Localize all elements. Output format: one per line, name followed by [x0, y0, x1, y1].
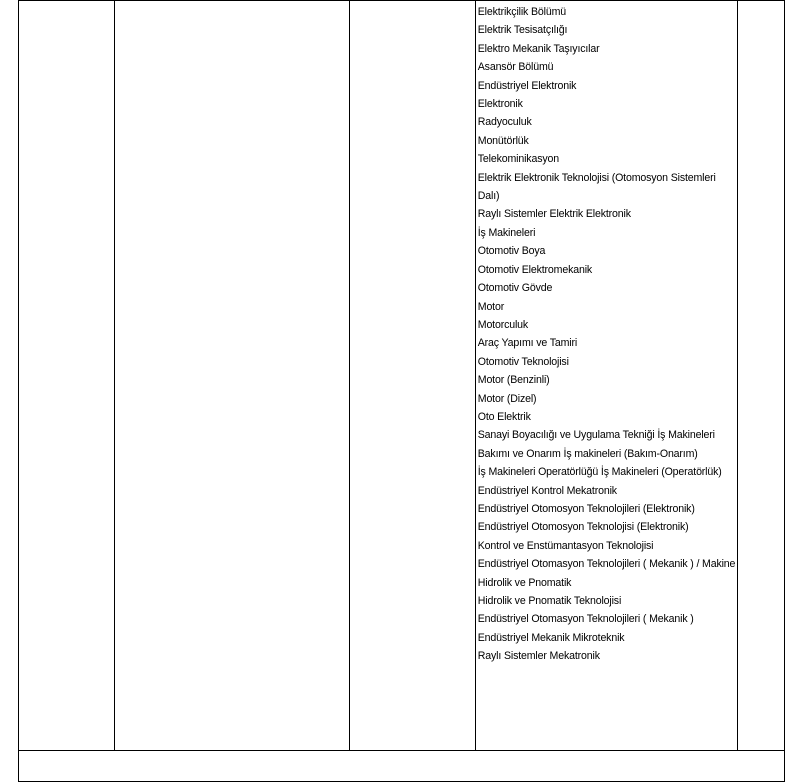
table-row — [19, 751, 785, 782]
empty-cell-1 — [19, 1, 115, 751]
program-table — [18, 0, 785, 782]
list-item: Endüstriyel Otomasyon Teknolojileri ( Mekanik ) / Makine — [477, 558, 736, 571]
empty-cell-2 — [115, 1, 350, 751]
program-list-cell — [475, 1, 737, 751]
list-item: İş Makineleri — [477, 226, 536, 239]
list-item: Motor — [477, 300, 505, 313]
list-item: Raylı Sistemler Mekatronik — [477, 650, 600, 663]
list-item: Elektrikçilik Bölümü — [477, 6, 567, 18]
list-item: Elektronik — [477, 98, 523, 111]
list-item: Elektro Mekanik Taşıyıcılar — [477, 42, 600, 55]
list-item: Raylı Sistemler Elektrik Elektronik — [477, 208, 631, 221]
list-item: Endüstriyel Elektronik — [477, 79, 577, 92]
list-item: Araç Yapımı ve Tamiri — [477, 337, 578, 350]
list-item: Radyoculuk — [477, 116, 532, 129]
empty-merged-cell — [19, 751, 785, 782]
list-item: Otomotiv Gövde — [477, 282, 553, 295]
list-item: Kontrol ve Enstümantasyon Teknolojisi — [477, 539, 654, 552]
list-item: Elektrik Elektronik Teknolojisi (Otomosyon Sistemleri Dalı) — [477, 171, 716, 203]
list-item: Hidrolik ve Pnomatik — [477, 576, 572, 589]
list-item: Elektrik Tesisatçılığı — [477, 24, 568, 37]
list-item: Endüstriyel Otomosyon Teknolojisi (Elektronik) — [477, 521, 689, 534]
list-item: İş Makineleri Operatörlüğü İş Makineleri (Operatörlük) — [477, 466, 722, 479]
program-list — [476, 1, 737, 666]
list-item: Hidrolik ve Pnomatik Teknolojisi — [477, 595, 622, 607]
list-item: Motor (Dizel) — [477, 392, 537, 405]
list-item: Motor (Benzinli) — [477, 374, 550, 387]
list-item: Otomotiv Elektromekanik — [477, 263, 593, 276]
list-item: Asansör Bölümü — [477, 61, 554, 74]
list-item: Sanayi Boyacılığı ve Uygulama Tekniği İş Makineleri Bakımı ve Onarım İş makineleri (Bakım-Onarım) — [477, 429, 715, 460]
empty-cell-5 — [737, 1, 784, 751]
list-item: Motorculuk — [477, 318, 529, 331]
empty-cell-3 — [350, 1, 475, 751]
list-item: Endüstriyel Otomasyon Teknolojileri ( Mekanik ) — [477, 613, 694, 626]
list-item: Otomotiv Teknolojisi — [477, 355, 569, 368]
list-item: Oto Elektrik — [477, 410, 531, 423]
table-row — [19, 1, 785, 751]
list-item: Telekominikasyon — [477, 153, 559, 166]
list-item: Monütörlük — [477, 134, 529, 147]
list-item: Endüstriyel Otomosyon Teknolojileri (Elektronik) — [477, 502, 695, 515]
list-item: Otomotiv Boya — [477, 245, 546, 258]
list-item: Endüstriyel Mekanik Mikroteknik — [477, 631, 625, 644]
list-item: Endüstriyel Kontrol Mekatronik — [477, 484, 617, 497]
